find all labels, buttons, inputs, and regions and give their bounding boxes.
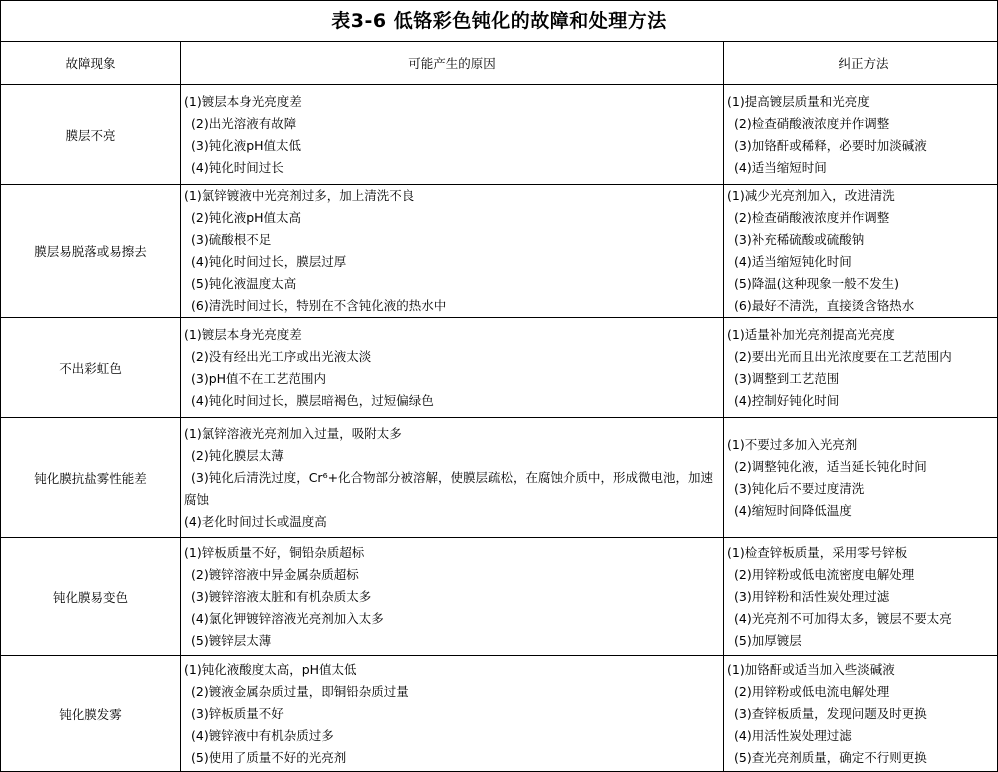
causes-cell (181, 185, 724, 318)
fix-item: (3)加铬酐或稀释，必要时加淡碱液 (734, 137, 927, 153)
fix-item: (2)检查硝酸液浓度并作调整 (734, 115, 890, 131)
fixes-cell (724, 318, 998, 418)
cause-item: (3)pH值不在工艺范围内 (191, 370, 327, 386)
cause-item: (1)氯锌镀液中光亮剂过多，加上清洗不良 (184, 188, 415, 203)
fix-item: (2)用锌粉或低电流密度电解处理 (734, 566, 915, 582)
fault-table (1, 42, 998, 772)
cause-item: (2)出光溶液有故障 (191, 115, 297, 131)
cause-item: (4)钝化时间过长 (191, 159, 284, 175)
fix-item: (5)降温(这种现象一般不发生) (734, 276, 899, 291)
cause-item: (4)氯化钾镀锌溶液光亮剂加入太多 (191, 610, 384, 626)
cause-item: (4)钝化时间过长，膜层暗褐色，过短偏绿色 (191, 392, 434, 408)
cause-item: (2)钝化膜层太薄 (191, 447, 284, 463)
fault-cell: 钝化膜抗盐雾性能差 (1, 418, 181, 538)
table-row (1, 656, 998, 772)
fix-item: (4)缩短时间降低温度 (734, 502, 852, 518)
fixes-cell (724, 656, 998, 772)
fix-item: (1)适量补加光亮剂提高光亮度 (727, 326, 895, 342)
fault-cell: 钝化膜易变色 (1, 538, 181, 656)
cause-item: (1)镀层本身光亮度差 (184, 326, 302, 342)
fix-item: (5)查光亮剂质量，确定不行则更换 (734, 749, 927, 765)
cause-item: (3)镀锌溶液太脏和有机杂质太多 (191, 588, 372, 604)
causes-cell (181, 318, 724, 418)
cause-item: (5)镀锌层太薄 (191, 632, 272, 648)
fix-item: (6)最好不清洗，直接烫含铬热水 (734, 298, 915, 313)
cause-item: (2)没有经出光工序或出光液太淡 (191, 348, 372, 364)
table-row (1, 318, 998, 418)
fixes-cell (724, 418, 998, 538)
fix-item: (1)加铬酐或适当加入些淡碱液 (727, 661, 895, 677)
table-header-row (1, 42, 998, 85)
cause-item: (2)镀液金属杂质过量，即铜铅杂质过量 (191, 683, 409, 699)
fix-item: (3)钝化后不要过度清洗 (734, 480, 865, 496)
cause-item: (6)清洗时间过长，特别在不含钝化液的热水中 (191, 298, 447, 313)
fix-item: (1)提高镀层质量和光亮度 (727, 93, 870, 109)
fix-item: (1)检查锌板质量，采用零号锌板 (727, 544, 908, 560)
table-row (1, 185, 998, 318)
cause-item: (5)钝化液温度太高 (191, 276, 297, 291)
table-row (1, 85, 998, 185)
cause-item: (1)氯锌溶液光亮剂加入过量，吸附太多 (184, 425, 402, 441)
cause-item: (1)锌板质量不好，铜铅杂质超标 (184, 544, 365, 560)
cause-item: (1)镀层本身光亮度差 (184, 93, 302, 109)
cause-item: (5)使用了质量不好的光亮剂 (191, 749, 347, 765)
fix-item: (4)适当缩短时间 (734, 159, 827, 175)
fault-cell: 不出彩虹色 (1, 318, 181, 418)
header-causes: 可能产生的原因 (181, 42, 724, 85)
fix-item: (4)控制好钝化时间 (734, 392, 840, 408)
fix-item: (2)调整钝化液，适当延长钝化时间 (734, 458, 927, 474)
cause-item: (4)老化时间过长或温度高 (184, 513, 327, 529)
table-row (1, 538, 998, 656)
cause-item: (2)钝化液pH值太高 (191, 210, 302, 225)
causes-cell (181, 656, 724, 772)
fix-item: (4)光亮剂不可加得太多，镀层不要太亮 (734, 610, 952, 626)
table-title: 表3-6 低铬彩色钝化的故障和处理方法 (1, 1, 997, 42)
fix-item: (4)适当缩短钝化时间 (734, 254, 852, 269)
fixes-cell (724, 85, 998, 185)
causes-cell (181, 418, 724, 538)
fault-cell: 膜层易脱落或易擦去 (1, 185, 181, 318)
fix-item: (5)加厚镀层 (734, 632, 802, 648)
fix-item: (3)补充稀硫酸或硫酸钠 (734, 232, 865, 247)
cause-item: (3)硫酸根不足 (191, 232, 272, 247)
cause-item: (4)钝化时间过长，膜层过厚 (191, 254, 347, 269)
fix-item: (3)用锌粉和活性炭处理过滤 (734, 588, 890, 604)
cause-item: (3)钝化后清洗过度，Cr⁶+化合物部分被溶解，使膜层疏松，在腐蚀介质中，形成微电池，加速腐蚀 (184, 469, 714, 507)
cause-item: (3)钝化液pH值太低 (191, 137, 302, 153)
fix-item: (3)查锌板质量，发现问题及时更换 (734, 705, 927, 721)
fix-item: (2)检查硝酸液浓度并作调整 (734, 210, 890, 225)
causes-cell (181, 85, 724, 185)
fix-item: (3)调整到工艺范围 (734, 370, 840, 386)
fixes-cell (724, 538, 998, 656)
fix-item: (1)减少光亮剂加入，改进清洗 (727, 188, 895, 203)
fix-item: (1)不要过多加入光亮剂 (727, 436, 858, 452)
header-fixes: 纠正方法 (724, 42, 998, 85)
header-fault: 故障现象 (1, 42, 181, 85)
fault-cell: 钝化膜发雾 (1, 656, 181, 772)
cause-item: (4)镀锌液中有机杂质过多 (191, 727, 334, 743)
cause-item: (2)镀锌溶液中异金属杂质超标 (191, 566, 359, 582)
cause-item: (3)锌板质量不好 (191, 705, 284, 721)
causes-cell (181, 538, 724, 656)
table-row (1, 418, 998, 538)
fixes-cell (724, 185, 998, 318)
cause-item: (1)钝化液酸度太高，pH值太低 (184, 661, 357, 677)
fix-item: (2)要出光而且出光浓度要在工艺范围内 (734, 348, 952, 364)
fix-item: (2)用锌粉或低电流电解处理 (734, 683, 890, 699)
fault-cell: 膜层不亮 (1, 85, 181, 185)
fix-item: (4)用活性炭处理过滤 (734, 727, 852, 743)
